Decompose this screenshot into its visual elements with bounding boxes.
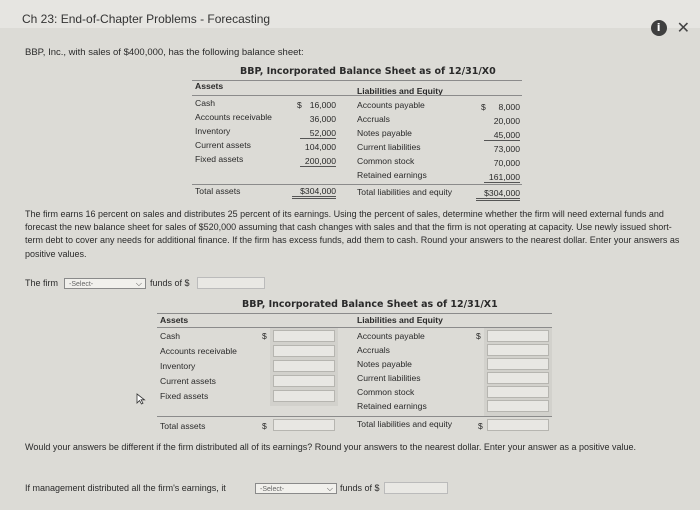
sheet2-asset-label: Fixed assets — [160, 391, 209, 401]
sheet2-asset-label: Cash — [160, 331, 181, 341]
sheet2-total-liab-label: Total liabilities and equity — [357, 419, 453, 429]
sheet1-asset-label: Cash — [195, 98, 216, 108]
sheet1-liab-label: Current liabilities — [357, 142, 421, 152]
sheet2-ar-input[interactable] — [273, 345, 335, 357]
currency-sign: $ — [478, 421, 483, 431]
currency-sign: $ — [262, 331, 267, 341]
window-title: Ch 23: End-of-Chapter Problems - Forecasting — [22, 12, 271, 26]
sheet1-liab-value: 20,000 — [493, 116, 520, 126]
sheet1-asset-label: Inventory — [195, 126, 231, 136]
sheet2-retained-input[interactable] — [487, 400, 549, 412]
instructions-text: The firm earns 16 percent on sales and distributes 25 percent of its earnings. Using the percent of sales, determine whether the firm will need external funds and forecast the new balance sheet for sales of $520,000 assuming that cash changes with sales and that the firm is not operating at capacity. Use newly issued short-term debt to cover any needs for additional finance. If the firm has excess funds, add them to cash. Round your answers to the nearest dollar. Enter your answers as positive values. — [25, 209, 680, 259]
sheet2-total-liab-input[interactable] — [487, 419, 549, 431]
sheet2-asset-label: Inventory — [160, 361, 196, 371]
sheet1-asset-value: 36,000 — [309, 114, 336, 124]
sheet1-asset-value: 52,000 — [300, 128, 336, 139]
sheet1-total-assets-value: $304,000 — [292, 186, 336, 199]
currency-sign: $ — [297, 100, 302, 110]
sheet2-notes-input[interactable] — [487, 358, 549, 370]
close-icon[interactable]: ✕ — [676, 18, 690, 37]
sheet1-liab-label: Accounts payable — [357, 100, 425, 110]
sheet1-asset-label: Accounts receivable — [195, 112, 272, 122]
q2-prefix: If management distributed all the firm's earnings, it — [25, 483, 226, 493]
sheet1-total-liab-label: Total liabilities and equity — [357, 187, 453, 197]
sheet1-liab-value: 73,000 — [493, 144, 520, 154]
sheet1-liab-label: Retained earnings — [357, 170, 427, 180]
sheet1-liab-value: 70,000 — [493, 158, 520, 168]
sheet1-liab-value: 45,000 — [484, 130, 520, 141]
sheet1-asset-label: Current assets — [195, 140, 251, 150]
q2-funds-input[interactable] — [384, 482, 448, 494]
q1-funds-input[interactable] — [197, 277, 265, 289]
sheet2-fixed-assets-input[interactable] — [273, 390, 335, 402]
sheet2-inventory-input[interactable] — [273, 360, 335, 372]
sheet2-liab-label: Common stock — [357, 387, 415, 397]
intro-text: BBP, Inc., with sales of $400,000, has the following balance sheet: — [25, 47, 304, 58]
sheet1-liab-value: 8,000 — [498, 102, 520, 112]
sheet2-assets-header: Assets — [160, 315, 189, 325]
sheet2-title: BBP, Incorporated Balance Sheet as of 12/31/X1 — [242, 299, 498, 310]
sheet2-liab-label: Notes payable — [357, 359, 412, 369]
sheet1-asset-value: 104,000 — [304, 142, 336, 152]
sheet2-current-assets-input[interactable] — [273, 375, 335, 387]
q2-select[interactable] — [255, 483, 337, 494]
chevron-down-icon: ⌵ — [135, 279, 142, 288]
sheet2-accruals-input[interactable] — [487, 344, 549, 356]
info-icon[interactable]: i — [651, 20, 667, 36]
sheet2-asset-label: Accounts receivable — [160, 346, 237, 356]
q2-question: Would your answers be different if the firm distributed all of its earnings? Round your answers to the nearest dollar. Enter your answer as a positive value. — [25, 442, 636, 452]
sheet2-liab-label: Current liabilities — [357, 373, 421, 383]
chevron-down-icon: ⌵ — [326, 484, 333, 493]
sheet1-liab-header: Liabilities and Equity — [357, 86, 443, 96]
window-controls — [651, 20, 690, 36]
sheet2-liab-header: Liabilities and Equity — [357, 315, 443, 325]
q2-select-value: -Select- — [260, 486, 285, 493]
sheet1-asset-label: Fixed assets — [195, 154, 244, 164]
q1-select-value: -Select- — [69, 281, 94, 288]
sheet2-common-stock-input[interactable] — [487, 386, 549, 398]
sheet2-total-assets-label: Total assets — [160, 421, 206, 431]
sheet2-asset-label: Current assets — [160, 376, 216, 386]
sheet1-title: BBP, Incorporated Balance Sheet as of 12/31/X0 — [240, 66, 496, 77]
sheet1-liab-label: Common stock — [357, 156, 415, 166]
sheet2-liab-label: Retained earnings — [357, 401, 427, 411]
q2-suffix: funds of $ — [340, 483, 380, 493]
currency-sign: $ — [262, 421, 267, 431]
sheet1-liab-value: 161,000 — [484, 172, 520, 183]
q1-select[interactable] — [64, 278, 146, 289]
sheet2-liab-label: Accounts payable — [357, 331, 425, 341]
sheet1-total-liab-value: $304,000 — [476, 188, 520, 201]
sheet2-total-assets-input[interactable] — [273, 419, 335, 431]
mouse-pointer-icon — [136, 393, 146, 405]
sheet1-total-assets-label: Total assets — [195, 186, 241, 196]
sheet1-assets-header: Assets — [195, 81, 224, 91]
sheet2-cash-input[interactable] — [273, 330, 335, 342]
sheet1-liab-label: Accruals — [357, 114, 390, 124]
sheet1-asset-value: 200,000 — [300, 156, 336, 167]
currency-sign: $ — [481, 102, 486, 112]
q1-prefix: The firm — [25, 278, 59, 288]
sheet1-liab-label: Notes payable — [357, 128, 412, 138]
sheet2-current-liab-input[interactable] — [487, 372, 549, 384]
sheet2-ap-input[interactable] — [487, 330, 549, 342]
sheet1-asset-value: 16,000 — [309, 100, 336, 110]
currency-sign: $ — [476, 331, 481, 341]
q1-suffix: funds of $ — [150, 278, 190, 288]
sheet2-liab-label: Accruals — [357, 345, 390, 355]
